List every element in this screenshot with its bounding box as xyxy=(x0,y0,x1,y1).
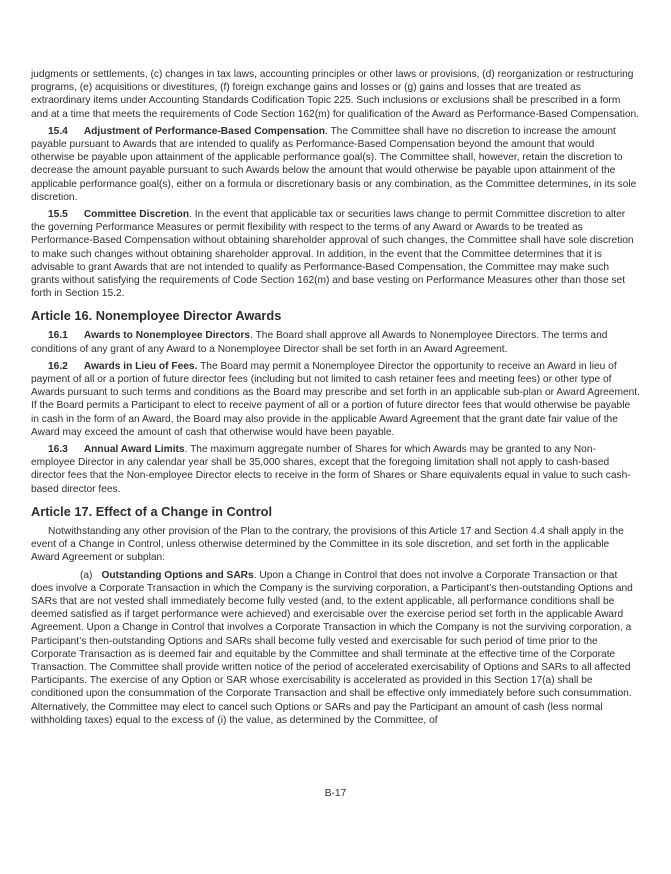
section-number: 16.2 xyxy=(48,360,68,372)
paragraph-article-17-intro xyxy=(31,525,640,565)
section-text: . The Board shall approve all Awards to Nonemployee Directors. The terms and conditions of any grant of any Award to a Nonemployee Director shall be set forth in an Award Agreement. xyxy=(31,330,608,355)
section-title: Committee Discretion xyxy=(83,209,190,221)
subsection-letter: (a) xyxy=(80,569,93,581)
section-16-3 xyxy=(31,443,640,496)
section-15-5 xyxy=(31,208,640,300)
section-15-4 xyxy=(31,125,640,204)
paragraph-text: judgments or settlements, (c) changes in tax laws, accounting principles or other laws or provisions, (d) reorganization or restructuring programs, (e) acquisitions or divestitures, (f) foreign exchange gains and losses or (g) gains and losses that are treated as extraordinary items under Accounting Standards Codification Topic 225. Such inclusions or exclusions shall be prescribed in a form and at a time that meets the requirements of Code Section 162(m) for qualification of the Award as Performance-Based Compensation. xyxy=(31,69,639,120)
subsection-title: Outstanding Options and SARs xyxy=(101,569,254,581)
section-text: . In the event that applicable tax or securities laws change to permit Committee discretion to alter the governing Performance Measures or permit flexibility with respect to the terms of any Award or Awards to be treated as Performance-Based Compensation without obtaining shareholder approval of such changes, the Committee shall have sole discretion to make such changes without obtaining shareholder approval. In addition, in the event that the Committee determines that it is advisable to grant Awards that are not intended to qualify as Performance-Based Compensation, the Committee may make such grants without satisfying the requirements of Code Section 162(m) and base vesting on Performance Measures other than those set forth in Section 15.2. xyxy=(31,209,634,300)
section-title: Awards in Lieu of Fees. xyxy=(83,360,198,372)
section-number: 15.5 xyxy=(48,209,68,221)
section-16-1 xyxy=(31,329,640,355)
section-text: . The maximum aggregate number of Shares for which Awards may be granted to any Non-employee Director in any calendar year shall be 35,000 shares, except that the foregoing limitation shall not apply to cash-based director fees that the Non-employee Director elects to receive in the form of Shares or Share equivalents equal in value to such cash-based director fees. xyxy=(31,444,631,495)
subsection-text: . Upon a Change in Control that does not involve a Corporate Transaction or that does involve a Corporate Transaction in which the Company is the surviving corporation, a Participant’s then-outstanding Options and SARs that are not vested shall immediately become fully vested (and, to the extent applicable, all performance conditions shall be deemed satisfied as if target performance were achieved) and exercisable over the exercise period set forth in the applicable Award Agreement. Upon a Change in Control that involves a Corporate Transaction in which the Company is not the surviving corporation, a Participant’s then-outstanding Options and SARs shall become fully vested and exercisable for such period of time prior to the Corporate Transaction as is deemed fair and equitable by the Committee and shall terminate at the effective time of the Corporate Transaction. The Committee shall provide written notice of the period of accelerated exercisability of Options and SARs to all affected Participants. The exercise of any Option or SAR whose exercisability is accelerated as provided in this Section 17(a) shall be conditioned upon the consummation of the Corporate Transaction and shall be effective only immediately before such consummation. Alternatively, the Committee may elect to cancel such Options or SARs and pay the Participant an amount of cash (less normal withholding taxes) equal to the excess of (i) the value, as determined by the Committee, of xyxy=(31,569,633,726)
section-number: 15.4 xyxy=(48,125,68,137)
section-16-2 xyxy=(31,360,640,439)
section-text: The Board may permit a Nonemployee Director the opportunity to receive an Award in lieu of payment of all or a portion of future director fees (including but not limited to cash retainer fees and meeting fees) or other type of Awards pursuant to such terms and conditions as the Board may prescribe and set forth in an applicable sub-plan or Award Agreement. If the Board permits a Participant to elect to receive payment of all or a portion of future director fees that would otherwise be payable in cash in the form of an Award, the Board may also provide in the applicable Award Agreement that the grant date fair value of the Award may exceed the amount of cash that otherwise would have been payable. xyxy=(31,360,640,438)
article-16-heading: Article 16. Nonemployee Director Awards xyxy=(31,308,282,324)
subsection-17-a xyxy=(31,569,640,727)
section-number: 16.1 xyxy=(48,330,68,342)
section-title: Annual Award Limits xyxy=(83,444,185,456)
paragraph-continuation xyxy=(31,68,640,121)
section-number: 16.3 xyxy=(48,444,68,456)
section-title: Awards to Nonemployee Directors xyxy=(83,330,251,342)
section-text: . The Committee shall have no discretion to increase the amount payable pursuant to Awards that are intended to qualify as Performance-Based Compensation beyond the amount that would otherwise be payable upon attainment of the applicable performance goal(s). The Committee shall, however, retain the discretion to decrease the amount payable pursuant to such Awards below the amount that would otherwise be payable upon attainment of the applicable performance goal(s), either on a formula or discretionary basis or any combination, as the Committee determines, in its sole discretion. xyxy=(31,125,637,203)
section-title: Adjustment of Performance-Based Compensation xyxy=(83,125,325,137)
article-17-heading: Article 17. Effect of a Change in Control xyxy=(31,503,273,519)
paragraph-text: Notwithstanding any other provision of the Plan to the contrary, the provisions of this Article 17 and Section 4.4 shall apply in the event of a Change in Control, unless otherwise determined by the Committee in its sole discretion, and set forth in the applicable Award Agreement or subplan: xyxy=(31,525,624,564)
page-number: B-17 xyxy=(324,788,347,799)
